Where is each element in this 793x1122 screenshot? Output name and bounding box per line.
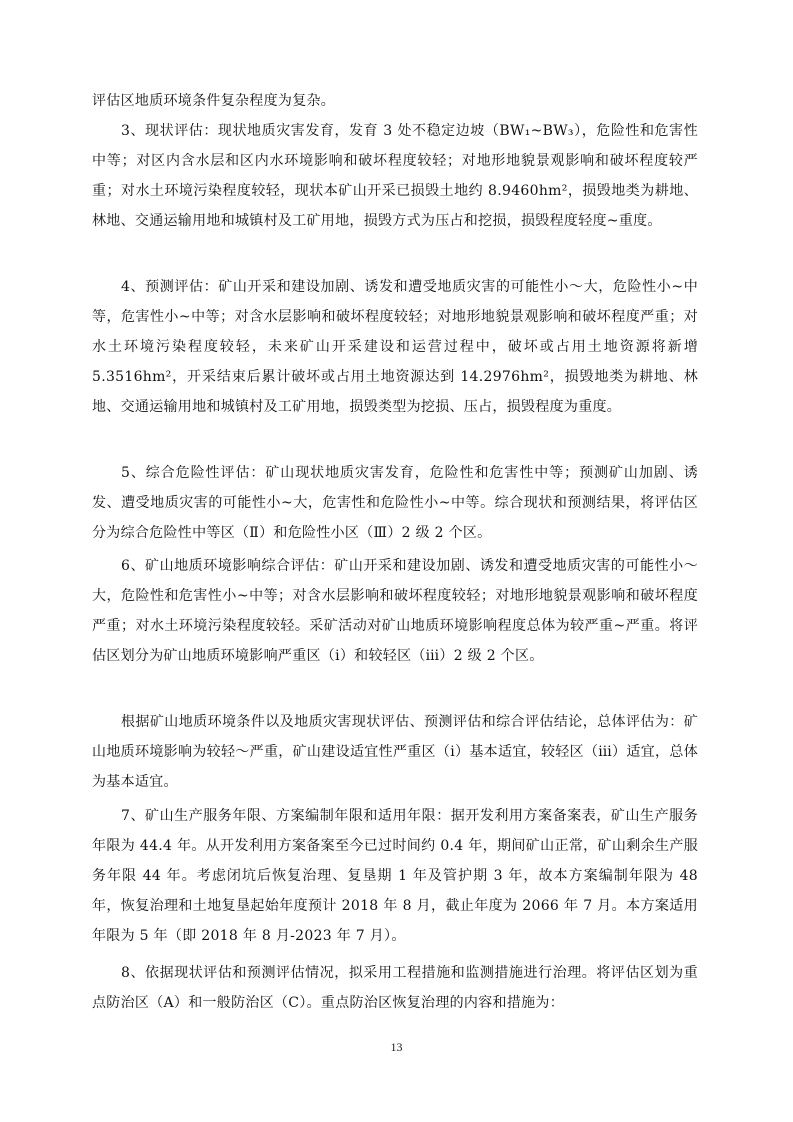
paragraph-environmental-impact-assessment: 6、矿山地质环境影响综合评估：矿山开采和建设加剧、诱发和遭受地质灾害的可能性小～大，危险性和危害性小~中等；对含水层影响和破坏程度较轻；对地形地貌景观影响和破坏程度严重；对水土环境污染程度较轻。采矿活动对矿山地质环境影响程度总体为较严重~严重。将评估区划分为矿山地质环境影响严重区（ⅰ）和较轻区（ⅲ）2 级 2 个区。 — [92, 558, 698, 664]
paragraph-service-life: 7、矿山生产服务年限、方案编制年限和适用年限：据开发利用方案备案表，矿山生产服务年限为 44.4 年。从开发利用方案备案至今已过时间约 0.4 年，期间矿山正常，矿山剩余生产服务年限 44 年。考虑闭坑后恢复治理、复垦期 1 年及管护期 3 年，故本方案编制年限为 48 年，恢复治理和土地复垦起始年度预计 2018 年 8 月，截止年度为 2066 年 7 月。本方案适用年限为 5 年（即 2018 年 8 月-2023 年 7 月）。 — [92, 808, 698, 944]
paragraph-treatment-measures: 8、依据现状评估和预测评估情况，拟采用工程措施和监测措施进行治理。将评估区划为重点防治区（A）和一般防治区（C）。重点防治区恢复治理的内容和措施为： — [92, 965, 698, 1011]
paragraph-complexity-conclusion: 评估区地质环境条件复杂程度为复杂。 — [92, 93, 336, 109]
page-number: 13 — [390, 1040, 403, 1054]
paragraph-predictive-assessment: 4、预测评估：矿山开采和建设加剧、诱发和遭受地质灾害的可能性小～大，危险性小~中等，危害性小~中等；对含水层影响和破坏程度较轻；对地形地貌景观影响和破坏程度严重；对水土环境污染程度较轻，未来矿山开采建设和运营过程中，破坏或占用土地资源将新增 5.3516hm²，开采结束后累计破坏或占用土地资源达到 14.2976hm²，损毁地类为耕地、林地、交通运输用地和城镇村及工矿用地，损毁类型为挖损、压占，损毁程度为重度。 — [92, 279, 698, 415]
paragraph-comprehensive-risk-assessment: 5、综合危险性评估：矿山现状地质灾害发育，危险性和危害性中等；预测矿山加剧、诱发、遭受地质灾害的可能性小~大，危害性和危险性小~中等。综合现状和预测结果，将评估区分为综合危险性中等区（Ⅱ）和危险性小区（Ⅲ）2 级 2 个区。 — [92, 465, 698, 541]
paragraph-overall-conclusion: 根据矿山地质环境条件以及地质灾害现状评估、预测评估和综合评估结论，总体评估为：矿山地质环境影响为较轻～严重，矿山建设适宜性严重区（ⅰ）基本适宜，较轻区（ⅲ）适宜，总体为基本适宜。 — [92, 714, 698, 790]
paragraph-current-assessment: 3、现状评估：现状地质灾害发育，发育 3 处不稳定边坡（BW₁~BW₃），危险性和危害性中等；对区内含水层和区内水环境影响和破坏程度较轻；对地形地貌景观影响和破坏程度较严重；对水土环境污染程度较轻，现状本矿山开采已损毁土地约 8.9460hm²，损毁地类为耕地、林地、交通运输用地和城镇村及工矿用地，损毁方式为压占和挖损，损毁程度轻度~重度。 — [92, 123, 698, 229]
